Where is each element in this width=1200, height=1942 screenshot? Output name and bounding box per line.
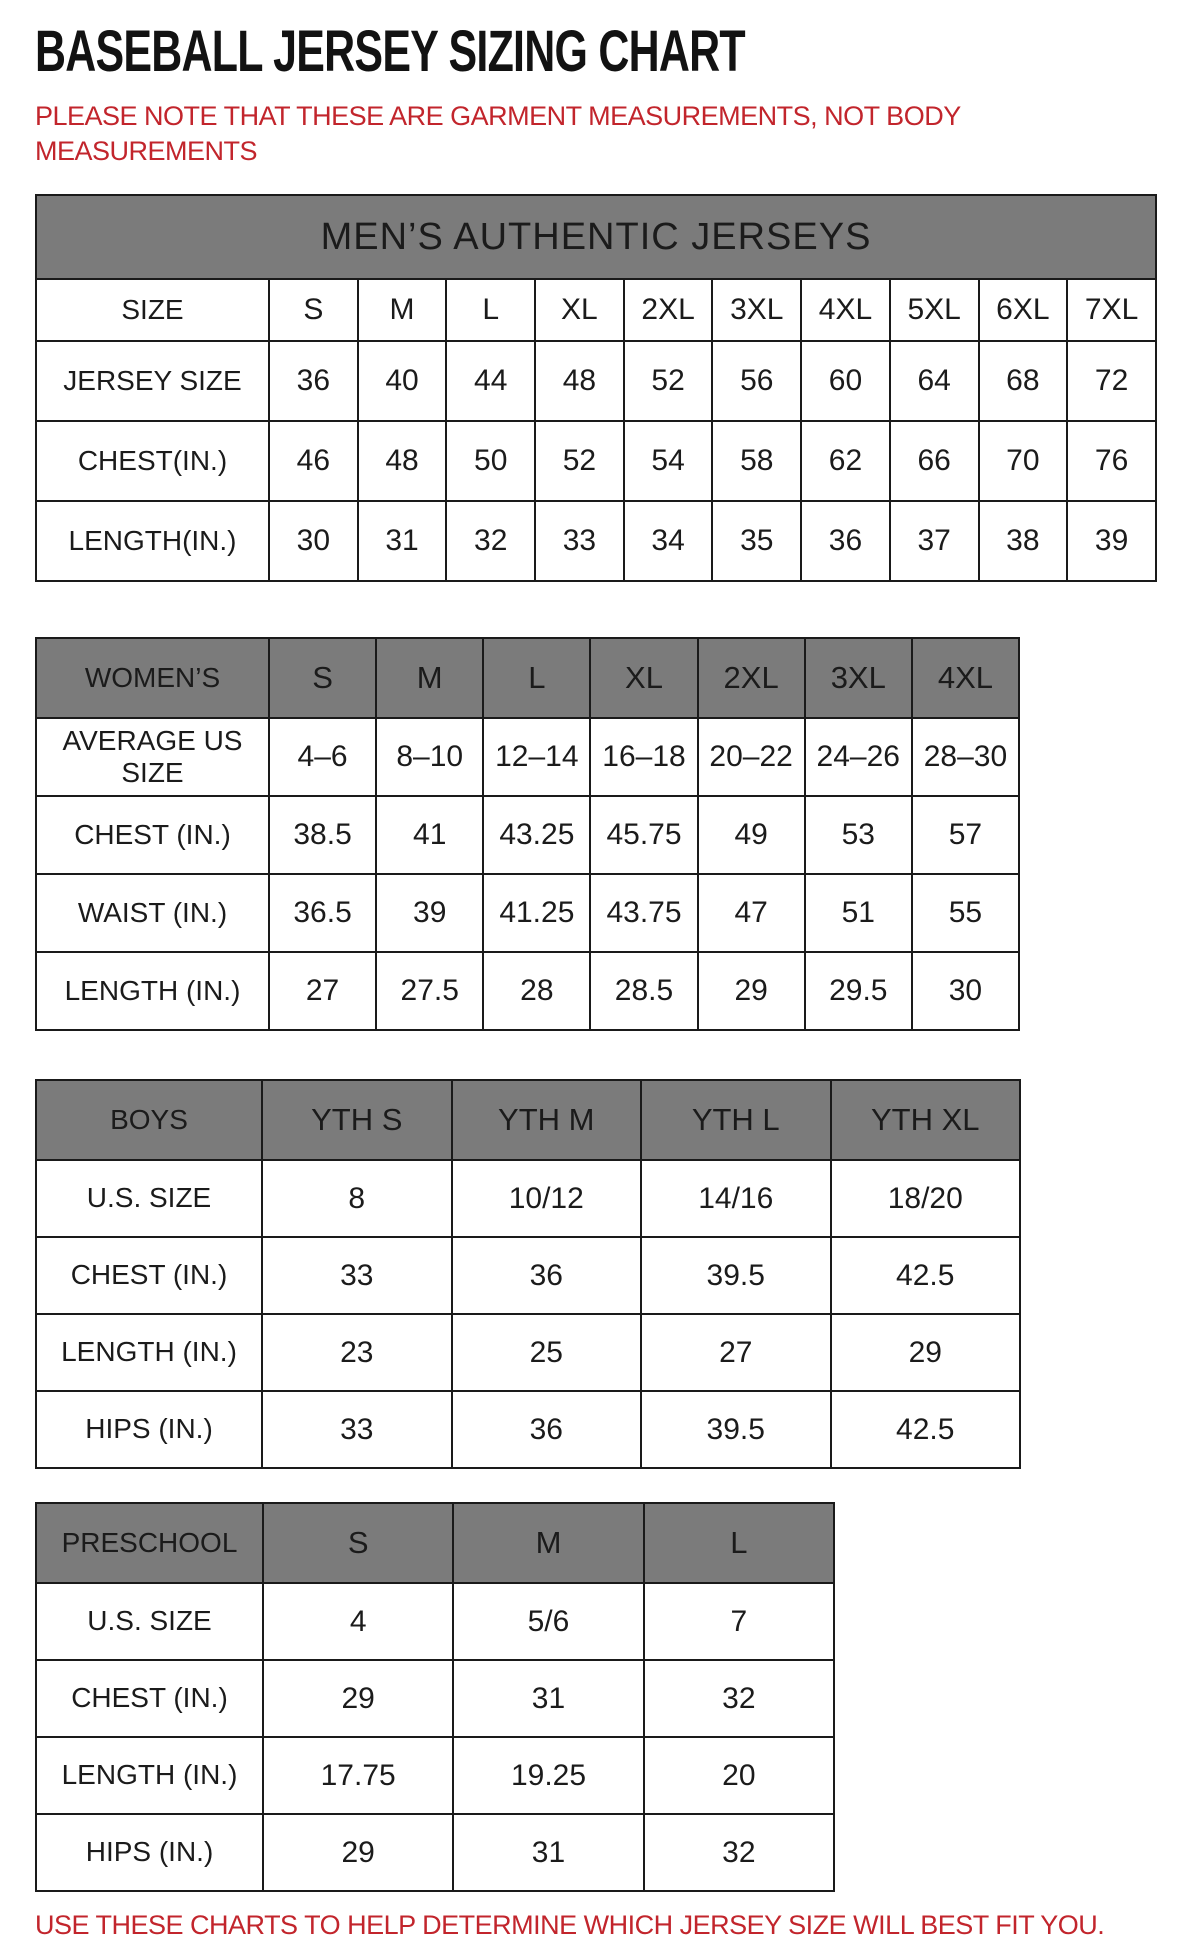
boys-value-cell: 39.5 [641, 1237, 831, 1314]
womens-header-col-6: 4XL [912, 638, 1019, 718]
womens-value-cell: 41 [376, 796, 483, 874]
mens-value-cell: 37 [890, 501, 979, 581]
boys-sizing-table [35, 1079, 1021, 1469]
mens-value-cell: S [269, 279, 358, 341]
boys-value-cell: 42.5 [831, 1391, 1021, 1468]
boys-value-cell: 29 [831, 1314, 1021, 1391]
note-line-1: PLEASE NOTE THAT THESE ARE GARMENT MEASUREMENTS, NOT BODY [35, 100, 961, 131]
womens-value-cell: 4–6 [269, 718, 376, 796]
womens-row-label: LENGTH (IN.) [36, 952, 269, 1030]
womens-value-cell: 41.25 [483, 874, 590, 952]
preschool-header-label: PRESCHOOL [36, 1503, 263, 1583]
mens-value-cell: 72 [1067, 341, 1156, 421]
mens-value-cell: 36 [269, 341, 358, 421]
womens-row-label: CHEST (IN.) [36, 796, 269, 874]
mens-row-label: CHEST(IN.) [36, 421, 269, 501]
mens-value-cell: 48 [358, 421, 447, 501]
womens-value-cell: 49 [698, 796, 805, 874]
mens-value-cell: 38 [979, 501, 1068, 581]
mens-value-cell: 70 [979, 421, 1068, 501]
preschool-value-cell: 29 [263, 1660, 453, 1737]
mens-value-cell: 40 [358, 341, 447, 421]
boys-value-cell: 42.5 [831, 1237, 1021, 1314]
womens-value-cell: 24–26 [805, 718, 912, 796]
mens-value-cell: 2XL [624, 279, 713, 341]
mens-table-banner: MEN’S AUTHENTIC JERSEYS [36, 195, 1156, 279]
mens-value-cell: 48 [535, 341, 624, 421]
page-title: BASEBALL JERSEY SIZING CHART [35, 19, 745, 84]
womens-value-cell: 51 [805, 874, 912, 952]
womens-value-cell: 16–18 [590, 718, 697, 796]
boys-row-label: CHEST (IN.) [36, 1237, 262, 1314]
preschool-value-cell: 32 [644, 1660, 834, 1737]
mens-value-cell: 44 [446, 341, 535, 421]
preschool-value-cell: 31 [453, 1660, 643, 1737]
womens-header-col-5: 3XL [805, 638, 912, 718]
womens-value-cell: 43.25 [483, 796, 590, 874]
boys-value-cell: 39.5 [641, 1391, 831, 1468]
mens-value-cell: 32 [446, 501, 535, 581]
womens-value-cell: 36.5 [269, 874, 376, 952]
preschool-row-label: HIPS (IN.) [36, 1814, 263, 1891]
mens-value-cell: M [358, 279, 447, 341]
womens-value-cell: 8–10 [376, 718, 483, 796]
boys-row-label: LENGTH (IN.) [36, 1314, 262, 1391]
womens-value-cell: 43.75 [590, 874, 697, 952]
mens-value-cell: 76 [1067, 421, 1156, 501]
preschool-value-cell: 20 [644, 1737, 834, 1814]
womens-value-cell: 53 [805, 796, 912, 874]
mens-value-cell: 68 [979, 341, 1068, 421]
boys-header-col-0: YTH S [262, 1080, 452, 1160]
boys-value-cell: 36 [452, 1391, 642, 1468]
mens-value-cell: 56 [712, 341, 801, 421]
preschool-header-col-1: M [453, 1503, 643, 1583]
mens-value-cell: 34 [624, 501, 713, 581]
boys-value-cell: 23 [262, 1314, 452, 1391]
mens-value-cell: 6XL [979, 279, 1068, 341]
boys-value-cell: 27 [641, 1314, 831, 1391]
womens-header-col-4: 2XL [698, 638, 805, 718]
mens-value-cell: 30 [269, 501, 358, 581]
boys-value-cell: 10/12 [452, 1160, 642, 1237]
preschool-header-col-2: L [644, 1503, 834, 1583]
mens-row-label: SIZE [36, 279, 269, 341]
boys-value-cell: 33 [262, 1237, 452, 1314]
womens-header-col-0: S [269, 638, 376, 718]
boys-value-cell: 14/16 [641, 1160, 831, 1237]
mens-value-cell: 58 [712, 421, 801, 501]
boys-row-label: HIPS (IN.) [36, 1391, 262, 1468]
boys-value-cell: 18/20 [831, 1160, 1021, 1237]
preschool-value-cell: 17.75 [263, 1737, 453, 1814]
footer-note: USE THESE CHARTS TO HELP DETERMINE WHICH JERSEY SIZE WILL BEST FIT YOU. [35, 1910, 1105, 1941]
womens-value-cell: 39 [376, 874, 483, 952]
mens-value-cell: 66 [890, 421, 979, 501]
womens-row-label: AVERAGE US SIZE [36, 718, 269, 796]
mens-value-cell: 60 [801, 341, 890, 421]
preschool-value-cell: 5/6 [453, 1583, 643, 1660]
boys-header-col-3: YTH XL [831, 1080, 1021, 1160]
mens-value-cell: 36 [801, 501, 890, 581]
preschool-value-cell: 7 [644, 1583, 834, 1660]
womens-sizing-table [35, 637, 1020, 1031]
garment-measurements-note [35, 99, 1200, 169]
mens-value-cell: 4XL [801, 279, 890, 341]
mens-value-cell: 64 [890, 341, 979, 421]
womens-value-cell: 29 [698, 952, 805, 1030]
mens-value-cell: 50 [446, 421, 535, 501]
womens-value-cell: 30 [912, 952, 1019, 1030]
womens-header-col-2: L [483, 638, 590, 718]
boys-value-cell: 33 [262, 1391, 452, 1468]
mens-value-cell: 39 [1067, 501, 1156, 581]
mens-value-cell: 52 [624, 341, 713, 421]
boys-row-label: U.S. SIZE [36, 1160, 262, 1237]
preschool-sizing-table [35, 1502, 835, 1892]
preschool-row-label: U.S. SIZE [36, 1583, 263, 1660]
womens-value-cell: 29.5 [805, 952, 912, 1030]
preschool-value-cell: 29 [263, 1814, 453, 1891]
boys-header-label: BOYS [36, 1080, 262, 1160]
womens-value-cell: 47 [698, 874, 805, 952]
mens-value-cell: 33 [535, 501, 624, 581]
womens-value-cell: 57 [912, 796, 1019, 874]
mens-value-cell: 52 [535, 421, 624, 501]
mens-value-cell: 7XL [1067, 279, 1156, 341]
womens-header-col-1: M [376, 638, 483, 718]
womens-value-cell: 28 [483, 952, 590, 1030]
boys-value-cell: 25 [452, 1314, 642, 1391]
note-line-2: MEASUREMENTS [35, 135, 258, 166]
womens-value-cell: 28.5 [590, 952, 697, 1030]
mens-value-cell: 62 [801, 421, 890, 501]
mens-value-cell: 35 [712, 501, 801, 581]
boys-header-col-2: YTH L [641, 1080, 831, 1160]
womens-value-cell: 27 [269, 952, 376, 1030]
boys-value-cell: 8 [262, 1160, 452, 1237]
mens-value-cell: 31 [358, 501, 447, 581]
preschool-row-label: CHEST (IN.) [36, 1660, 263, 1737]
preschool-value-cell: 4 [263, 1583, 453, 1660]
mens-row-label: LENGTH(IN.) [36, 501, 269, 581]
womens-header-col-3: XL [590, 638, 697, 718]
mens-value-cell: 54 [624, 421, 713, 501]
preschool-row-label: LENGTH (IN.) [36, 1737, 263, 1814]
mens-value-cell: L [446, 279, 535, 341]
womens-value-cell: 28–30 [912, 718, 1019, 796]
womens-header-label: WOMEN’S [36, 638, 269, 718]
womens-value-cell: 55 [912, 874, 1019, 952]
preschool-header-col-0: S [263, 1503, 453, 1583]
boys-value-cell: 36 [452, 1237, 642, 1314]
mens-row-label: JERSEY SIZE [36, 341, 269, 421]
womens-value-cell: 20–22 [698, 718, 805, 796]
womens-value-cell: 27.5 [376, 952, 483, 1030]
mens-value-cell: 5XL [890, 279, 979, 341]
mens-value-cell: 46 [269, 421, 358, 501]
womens-row-label: WAIST (IN.) [36, 874, 269, 952]
mens-sizing-table [35, 194, 1157, 582]
boys-header-col-1: YTH M [452, 1080, 642, 1160]
preschool-value-cell: 31 [453, 1814, 643, 1891]
womens-value-cell: 45.75 [590, 796, 697, 874]
womens-value-cell: 12–14 [483, 718, 590, 796]
mens-value-cell: 3XL [712, 279, 801, 341]
preschool-value-cell: 19.25 [453, 1737, 643, 1814]
womens-value-cell: 38.5 [269, 796, 376, 874]
mens-value-cell: XL [535, 279, 624, 341]
preschool-value-cell: 32 [644, 1814, 834, 1891]
